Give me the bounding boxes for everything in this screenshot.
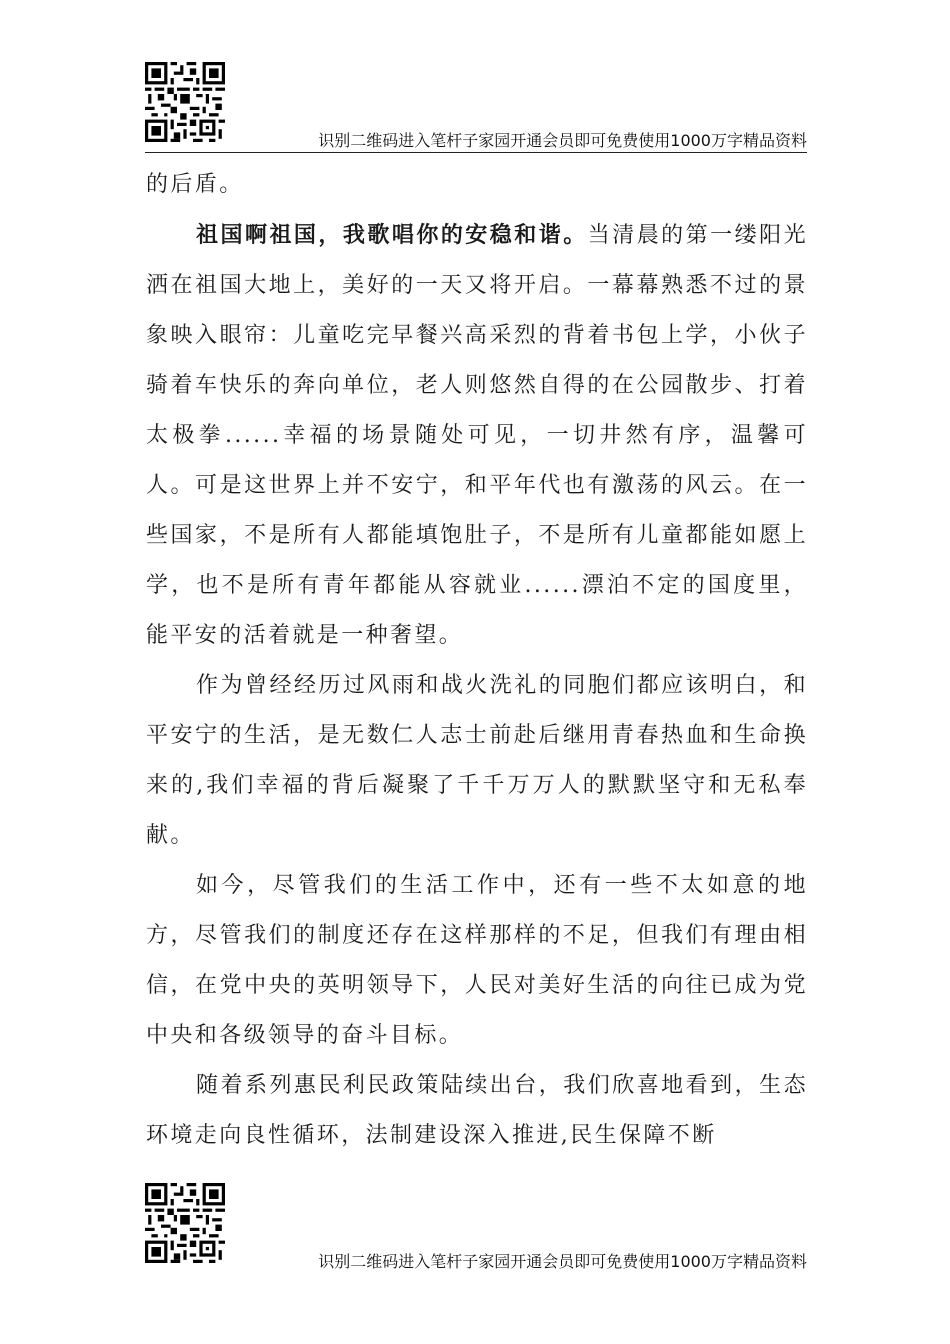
qr-code-icon — [145, 1183, 225, 1263]
footer-banner-text: 识别二维码进入笔杆子家园开通会员即可免费使用1000万字精品资料 — [318, 1252, 807, 1271]
header-banner-text: 识别二维码进入笔杆子家园开通会员即可免费使用1000万字精品资料 — [318, 131, 807, 150]
paragraph: 作为曾经经历过风雨和战火洗礼的同胞们都应该明白，和平安宁的生活，是无数仁人志士前赴后继用青春热血和生命换来的,我们幸福的背后凝聚了千千万万人的默默坚守和无私奉献。 — [146, 673, 808, 848]
article-body — [146, 160, 808, 1161]
paragraph-body: 当清晨的第一缕阳光洒在祖国大地上，美好的一天又将开启。一幕幕熟悉不过的景象映入眼帘：儿童吃完早餐兴高采烈的背着书包上学，小伙子骑着车快乐的奔向单位，老人则悠然自得的在公园散步、打着太极拳......幸福的场景随处可见，一切井然有序，温馨可人。可是这世界上并不安宁，和平年代也有激荡的风云。在一些国家，不是所有人都能填饱肚子，不是所有儿童都能如愿上学，也不是所有青年都能从容就业......漂泊不定的国度里，能平安的活着就是一种奢望。 — [146, 223, 808, 648]
header-banner — [145, 62, 807, 152]
paragraph: 如今，尽管我们的生活工作中，还有一些不太如意的地方，尽管我们的制度还存在这样那样的不足，但我们有理由相信，在党中央的英明领导下，人民对美好生活的向往已成为党中央和各级领导的奋斗目标。 — [146, 873, 808, 1048]
paragraph — [146, 210, 808, 661]
qr-code-icon — [145, 62, 225, 142]
header-divider — [145, 152, 807, 153]
paragraph: 随着系列惠民利民政策陆续出台，我们欣喜地看到，生态环境走向良性循环，法制建设深入推进,民生保障不断 — [146, 1073, 808, 1148]
footer-banner — [145, 1183, 807, 1273]
paragraph-lead-sentence: 祖国啊祖国，我歌唱你的安稳和谐。 — [196, 222, 588, 248]
paragraph-continuation: 的后盾。 — [146, 172, 244, 197]
